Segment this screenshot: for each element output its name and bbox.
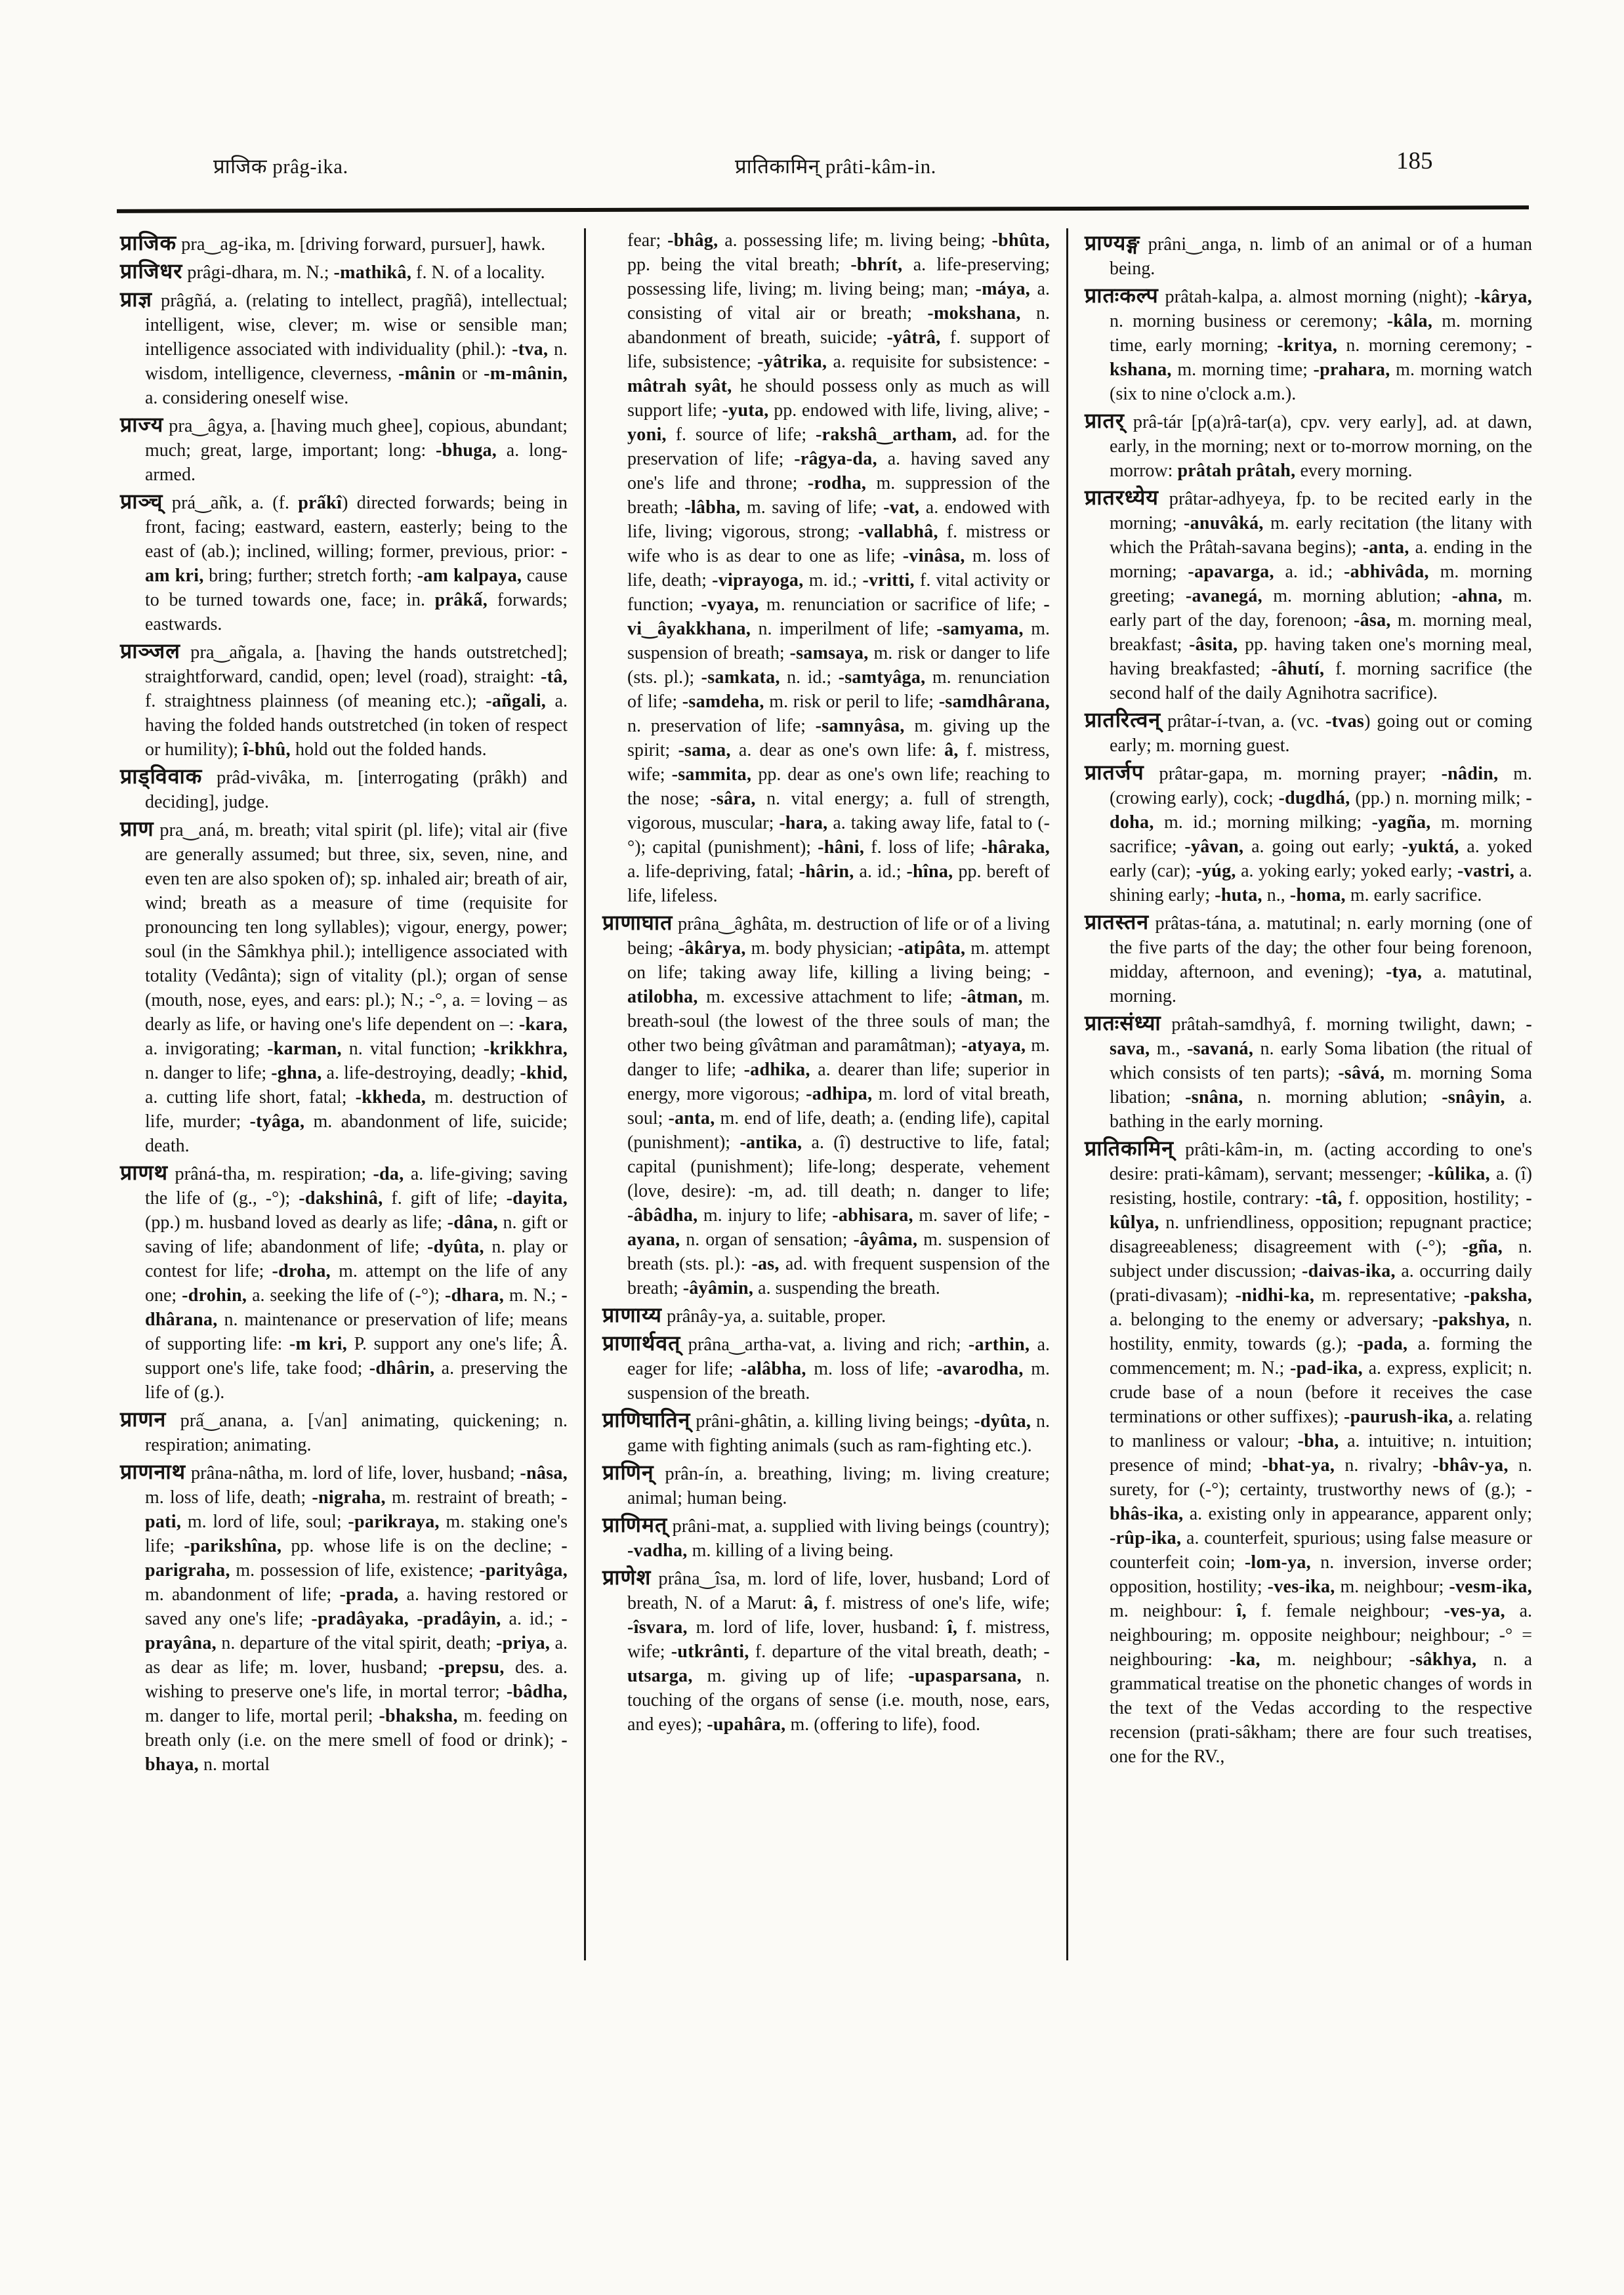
headword-devanagari: प्राणथ: [120, 1160, 169, 1185]
headword-transliteration: prâni‿anga,: [1148, 234, 1242, 255]
entry-body: a. almost morning (night); -kârya, n. morning business or ceremony; -kâla, m. morning time, early morning; -kritya, n. morning ceremony; -kshana, m. morning time; -prahara, m. morning watch (six to nine o'clock a.m.).: [1110, 287, 1533, 404]
headword-transliteration: prâgñá,: [160, 291, 217, 311]
dictionary-entry: [1085, 760, 1532, 907]
headword-devanagari: प्राणार्थवत्: [602, 1331, 681, 1355]
dictionary-entry: [120, 1460, 568, 1777]
headword-transliteration: prâ-tár: [1133, 412, 1183, 432]
headword-transliteration: pra‿ag-ika,: [181, 234, 272, 255]
headword-transliteration: prâtar-gapa,: [1159, 764, 1249, 784]
entry-body: a. (vc. -tvas) going out or coming early; m. morning guest.: [1110, 711, 1533, 756]
headword-transliteration: prâtar-í-tvan,: [1167, 711, 1266, 732]
dictionary-entry: [120, 1407, 568, 1457]
headword-transliteration: prấ‿anana,: [180, 1411, 268, 1431]
headword-devanagari: प्राजिक: [120, 230, 177, 255]
headword-devanagari: प्रातर्: [1085, 408, 1125, 433]
dictionary-entry: [602, 1460, 1050, 1510]
dictionary-entry: [120, 489, 568, 636]
headword-devanagari: प्राञ्च्: [120, 489, 163, 514]
headword-transliteration: prâná-tha,: [175, 1164, 251, 1184]
headword-devanagari: प्राज्य: [120, 412, 164, 437]
entry-body: a. (f. prấkî) directed forwards; being in front, facing; eastward, eastern, easterly; being to the east of (ab.); inclined, willing; former, previous, prior: -am kri, bring; further; stretch forth; -am kalpaya, cause to be turned towards one, face; in. prâkấ, forwards; eastwards.: [145, 493, 568, 634]
entry-body: fear; -bhâg, a. possessing life; m. living being; -bhûta, pp. being the vital breath; -bhrít, a. life-preserving; possessing life, living; m. living being; man; -máya, a. consisting of vital air or breath; -mokshana, n. abandonment of breath, suicide; -yâtrâ, f. support of life, subsistence; -yâtrika, a. requisite for subsistence: -mâtrah syât, he should possess only as much as will support life; -yuta, pp. endowed with life, living, alive; -yoni, f. source of life; -rakshâ‿artham, ad. for the preservation of life; -râgya-da, a. having saved any one's life and throne; -rodha, m. suppression of the breath; -lâbha, m. saving of life; -vat, a. endowed with life, living; vigorous, strong; -vallabhâ, f. mistress or wife who is as dear to one as life; -vinâsa, m. loss of life, death; -viprayoga, m. id.; -vritti, f. vital activity or function; -vyaya, m. renunciation or sacrifice of life; -vi‿âyakkhana, n. imperilment of life; -samyama, m. suspension of breath; -samsaya, m. risk or danger to life (sts. pl.); -samkata, n. id.; -samtyâga, m. renunciation of life; -samdeha, m. risk or peril to life; -samdhârana, n. preservation of life; -samnyâsa, m. giving up the spirit; -sama, a. dear as one's own life: â, f. mistress, wife; -sammita, pp. dear as one's own life; reaching to the nose; -sâra, n. vital energy; a. full of strength, vigorous, muscular; -hara, a. taking away life, fatal to (-°); capital (punishment); -hâni, f. loss of life; -hâraka, a. life-depriving, fatal; -hârin, a. id.; -hîna, pp. bereft of life, lifeless.: [627, 230, 1051, 906]
entry-body: n. limb of an animal or of a human being.: [1110, 234, 1532, 279]
entry-body: a. living and rich; -arthin, a. eager for life; -alâbha, m. loss of life; -avarodha, m. suspension of the breath.: [627, 1334, 1050, 1403]
dictionary-entry: [1085, 1011, 1532, 1134]
text-columns: [120, 228, 1532, 1960]
entry-body: a. suitable, proper.: [751, 1306, 886, 1327]
entry-body: a. [having much ghee], copious, abundant; much; great, large, important; long: -bhuga, a. long-armed.: [145, 416, 568, 485]
headword-devanagari: प्राणिन्: [602, 1460, 654, 1485]
dictionary-entry: [120, 764, 568, 814]
entry-body: m. lord of life, lover, husband; Lord of breath, N. of a Marut: â, f. mistress of one's life, wife; -îsvara, m. lord of life, lover, husband: î, f. mistress, wife; -utkrânti, f. departure of the vital breath, death; -utsarga, m. giving up of life; -upasparsana, n. touching of the organs of sense (i.e. mouth, nose, ears, and eyes); -upahâra, m. (offering to life), food.: [627, 1569, 1051, 1735]
headword-transliteration: prâtar-adhyeya,: [1169, 489, 1286, 509]
dictionary-entry: [120, 287, 568, 410]
column-2: [602, 228, 1068, 1960]
entry-body: m. [driving forward, pursuer], hawk.: [276, 234, 546, 255]
headword-transliteration: prân-ín,: [665, 1464, 724, 1484]
dictionary-entry: [602, 1565, 1050, 1737]
headword-transliteration: prâna-nâtha,: [190, 1463, 284, 1483]
dictionary-entry: [1085, 708, 1532, 758]
entry-body: a. (relating to intellect, pragñâ), intellectual; intelligent, wise, clever; m. wise or sensible man; intelligence associated with individuality (phil.): -tva, n. wisdom, intelligence, cleverness, -mânin or -m-mânin, a. considering oneself wise.: [145, 291, 568, 408]
headword-transliteration: prâtah-samdhyâ,: [1171, 1014, 1296, 1035]
entry-body: m. N.; -mathikâ, f. N. of a locality.: [282, 262, 545, 283]
dictionary-entry: [602, 1331, 1050, 1405]
headword-devanagari: प्राणनाथ: [120, 1459, 186, 1484]
dictionary-entry: [602, 911, 1050, 1300]
headword-devanagari: प्रातरध्येय: [1085, 485, 1159, 510]
headword-devanagari: प्राड्विवाक: [120, 764, 203, 789]
dictionary-entry: [1085, 283, 1532, 406]
headword-devanagari: प्राणाय्य: [602, 1302, 662, 1327]
headword-devanagari: प्रातर्जप: [1085, 760, 1144, 785]
headword-transliteration: prâgi-dhara,: [187, 262, 278, 283]
headword-transliteration: prâtas-tána,: [1155, 913, 1242, 934]
dictionary-entry: [1085, 910, 1532, 1008]
dictionary-entry: [602, 1303, 1050, 1329]
entry-body: f. morning twilight, dawn; -sava, m., -savaná, n. early Soma libation (the ritual of which consists of ten parts); -sâvá, m. morning Soma libation; -snâna, n. morning ablution; -snâyin, a. bathing in the early morning.: [1110, 1014, 1533, 1132]
dictionary-entry: [120, 413, 568, 487]
entry-body: m. (acting according to one's desire: prati-kâmam), servant; messenger; -kûlika, a. (î) resisting, hostile, contrary: -tâ, f. opposition, hostility; -kûlya, n. unfriendliness, opposition; repugnant practice; disagreeableness; disagreement with (-°); -gña, n. subject under discussion; -daivas-ika, a. occurring daily (prati-divasam); -nidhi-ka, m. representative; -paksha, a. belonging to the enemy or adversary; -pakshya, n. hostility, enmity, towards (g.); -pada, a. forming the commencement; m. N.; -pad-ika, a. express, explicit; n. crude base of a noun (before it receives the case terminations or other suffixes); -paurush-ika, a. relating to manliness or valour; -bha, a. intuitive; n. intuition; presence of mind; -bhat-ya, n. rivalry; -bhâv-ya, n. surety, for (-°); certainty, trustworthy news of (g.); -bhâs-ika, a. existing only in appearance, apparent only; -rûp-ika, a. counterfeit, spurious; using false measure or counterfeit coin; -lom-ya, n. inversion, inverse order; opposition, hostility; -ves-ika, m. neighbour; -vesm-ika, m. neighbour: î, f. female neighbour; -ves-ya, a. neighbouring; m. opposite neighbour; neighbour; -° = neighbouring: -ka, m. neighbour; -sâkhya, n. a grammatical treatise on the phonetic changes of words in the text of the Vedas according to the respective recension (prati-sâkham; there are four such treatises, one for the RV.,: [1110, 1140, 1533, 1767]
entry-body: a. [√an] animating, quickening; n. respiration; animating.: [145, 1411, 568, 1455]
headword-devanagari: प्राणाघात: [602, 910, 673, 935]
headword-transliteration: prâtah-kalpa,: [1165, 287, 1263, 307]
headword-devanagari: प्रातस्तन: [1085, 909, 1150, 934]
headword-devanagari: प्रातःकल्प: [1085, 283, 1159, 308]
dictionary-entry: [120, 1161, 568, 1405]
headword-devanagari: प्रातःसंध्या: [1085, 1010, 1161, 1035]
entry-body: m. breath; vital spirit (pl. life); vital air (five are generally assumed; but three, six, seven, nine, and even ten are also spoken of); sp. inhaled air; breath of air, wind; breath as a measure of time (requisite for pronouncing ten long syllables); vigour, energy, power; soul (in the Sâmkhya phil.); intelligence associated with totality (Vedânta); sign of vitality (pl.); organ of sense (mouth, nose, eyes, and ears: pl.); N.; -°, a. = loving – as dearly as life, or having one's life dependent on –: -kara, a. invigorating; -karman, n. vital function; -krikkhra, n. danger to life; -ghna, a. life-destroying, deadly; -khid, a. cutting life short, fatal; -kkheda, m. destruction of life, murder; -tyâga, m. abandonment of life, suicide; death.: [145, 820, 568, 1156]
dictionary-entry: [602, 1408, 1050, 1458]
entry-body: a. killing living beings; -dyûta, n. game with fighting animals (such as ram-fighting etc.).: [627, 1411, 1051, 1456]
headword-devanagari: प्राणिघातिन्: [602, 1407, 691, 1432]
entry-body: a. breathing, living; m. living creature; animal; human being.: [627, 1464, 1051, 1508]
dictionary-entry: [120, 817, 568, 1158]
headword-transliteration: prá‿añk,: [171, 493, 243, 513]
headword-transliteration: prâd-vivâka,: [216, 768, 311, 788]
dictionary-entry: [602, 1513, 1050, 1563]
headword-devanagari: प्राज्ञ: [120, 287, 153, 312]
headword-transliteration: prâni-mat,: [672, 1516, 750, 1537]
dictionary-entry: [120, 259, 568, 285]
entry-body: fp. to be recited early in the morning; -anuvâká, m. early recitation (the litany with which the Prâtah-savana begins); -anta, a. ending in the morning; -apavarga, a. id.; -abhivâda, m. morning greeting; -avanegá, m. morning ablution; -ahna, m. early part of the day, forenoon; -âsa, m. morning meal, breakfast; -âsita, pp. having taken one's morning meal, having breakfasted; -âhutí, f. morning sacrifice (the second half of the daily Agnihotra sacrifice).: [1110, 489, 1533, 703]
headword-devanagari: प्रातिकामिन्: [1085, 1136, 1175, 1161]
headword-transliteration: pra‿añgala,: [190, 642, 283, 663]
headword-transliteration: prâna‿âghâta,: [678, 914, 788, 934]
entry-body: [p(a)râ-tar(a), cpv. very early], ad. at dawn, early, in the morning; next or to-morrow morning, on the morrow: prâtah prâtah, every morning.: [1110, 412, 1533, 481]
entry-body: a. matutinal; n. early morning (one of the five parts of the day; the other four being forenoon, midday, afternoon, and evening); -tya, a. matutinal, morning.: [1110, 913, 1533, 1006]
dictionary-entry: [1085, 486, 1532, 705]
headword-transliteration: prâni-ghâtin,: [696, 1411, 792, 1432]
headword-transliteration: pra‿aná,: [159, 820, 230, 840]
headword-transliteration: prâna‿îsa,: [658, 1569, 741, 1589]
dictionary-entry: [1085, 1136, 1532, 1769]
headword-devanagari: प्राणन: [120, 1407, 167, 1432]
page-number: 185: [1396, 148, 1433, 175]
headword-transliteration: pra‿âgya,: [169, 416, 248, 436]
entry-body: a. [having the hands outstretched]; straightforward, candid, open; level (road), straight: -tâ, f. straightness plainness (of meaning etc.); -añgali, a. having the folded hands outstretched (in token of respect or humility); î-bhû, hold out the folded hands.: [145, 642, 568, 760]
entry-body: m. [interrogating (prâkh) and deciding], judge.: [145, 768, 568, 812]
headword-devanagari: प्राण्यङ्ग: [1085, 230, 1140, 255]
headword-devanagari: प्राणिमत्: [602, 1512, 668, 1537]
entry-body: a. supplied with living beings (country); -vadha, m. killing of a living being.: [627, 1516, 1050, 1561]
headword-devanagari: प्राणेश: [602, 1565, 652, 1590]
headword-transliteration: prâti-kâm-in,: [1184, 1140, 1283, 1160]
column-3: [1085, 228, 1532, 1771]
column-1: [120, 228, 586, 1960]
running-head-center: प्रातिकामिन् prâti-kâm-in.: [735, 155, 936, 178]
headword-transliteration: prânây-ya,: [666, 1306, 747, 1327]
header-rule: [117, 205, 1529, 213]
entry-body: m. morning prayer; -nâdin, m. (crowing early), cock; -dugdhá, (pp.) n. morning milk; -doha, m. id.; morning milking; -yagña, m. morning sacrifice; -yâvan, a. going out early; -yuktá, a. yoked early (car); -yúg, a. yoking early; yoked early; -vastri, a. shining early; -huta, n., -homa, m. early sacrifice.: [1110, 764, 1533, 905]
running-head-left: प्राजिक prâg-ika.: [213, 155, 348, 178]
dictionary-entry: [120, 231, 568, 257]
headword-devanagari: प्राञ्जल: [120, 638, 180, 663]
entry-body: m. lord of life, lover, husband; -nâsa, m. loss of life, death; -nigraha, m. restraint of breath; -pati, m. lord of life, soul; -parikraya, m. staking one's life; -parikshîna, pp. whose life is on the decline; -parigraha, m. possession of life, existence; -parityâga, m. abandonment of life; -prada, a. having restored or saved any one's life; -pradâyaka, -pradâyin, a. id.; -prayâna, n. departure of the vital spirit, death; -priya, a. as dear as life; m. lover, husband; -prepsu, des. a. wishing to preserve one's life, in mortal terror; -bâdha, m. danger to life, mortal peril; -bhaksha, m. feeding on breath only (i.e. on the mere smell of food or drink); -bhaya, n. mortal: [145, 1463, 568, 1775]
entry-continuation: [602, 228, 1050, 908]
headword-devanagari: प्राजिधर: [120, 258, 183, 283]
headword-devanagari: प्रातरित्वन्: [1085, 707, 1161, 732]
entry-body: m. respiration; -da, a. life-giving; saving the life of (g., -°); -dakshinâ, f. gift of life; -dayita, (pp.) m. husband loved as dearly as life; -dâna, n. gift or saving of life; abandonment of life; -dyûta, n. play or contest for life; -droha, m. attempt on the life of any one; -drohin, a. seeking the life of (-°); -dhara, m. N.; -dhârana, n. maintenance or preservation of life; means of supporting life: -m kri, P. support any one's life; Â. support one's life, take food; -dhârin, a. preserving the life of (g.).: [145, 1164, 568, 1403]
entry-body: m. destruction of life or of a living being; -âkârya, m. body physician; -atipâta, m. attempt on life; taking away life, killing a living being; -atilobha, m. excessive attachment to life; -âtman, m. breath-soul (the lowest of the three souls of man; the other two being gîvâtman and paramâtman); -atyaya, m. danger to life; -adhika, a. dearer than life; superior in energy, more vigorous; -adhipa, m. lord of vital breath, soul; -anta, m. end of life, death; a. (ending life), capital (punishment); -antika, a. (î) destructive to life, fatal; capital (punishment); life-long; desperate, vehement (love, desire): -m, ad. till death; n. danger to life; -âbâdha, m. injury to life; -abhisara, m. saver of life; -ayana, n. organ of sensation; -âyâma, m. suspension of breath (sts. pl.): -as, ad. with frequent suspension of the breath; -âyâmin, a. suspending the breath.: [627, 914, 1051, 1298]
dictionary-entry: [1085, 231, 1532, 281]
dictionary-entry: [120, 639, 568, 762]
dictionary-entry: [1085, 409, 1532, 483]
headword-devanagari: प्राण: [120, 816, 154, 841]
headword-transliteration: prâna‿artha-vat,: [688, 1334, 816, 1355]
